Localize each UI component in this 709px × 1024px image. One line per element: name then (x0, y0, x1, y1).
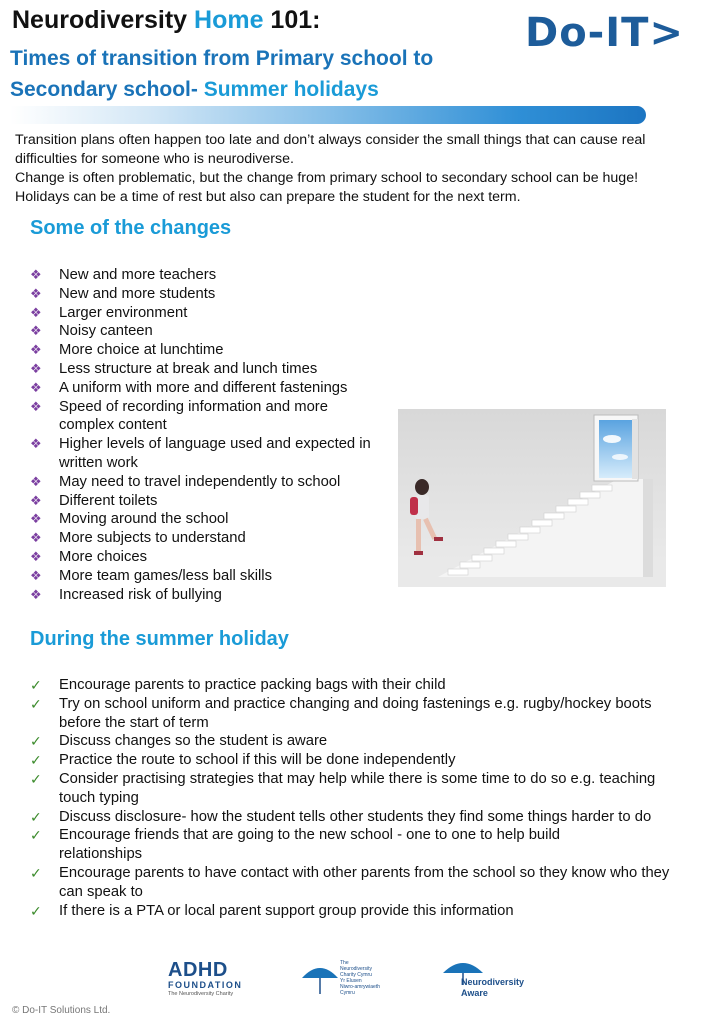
list-item (30, 473, 390, 492)
adhd-logo-subtext: FOUNDATION (168, 980, 243, 990)
list-item-text: Increased risk of bullying (59, 586, 222, 603)
list-item (30, 864, 679, 902)
cymru-text-line: Neurodiversity (340, 966, 372, 972)
diamond-bullet-icon: ❖ (30, 436, 42, 452)
staircase-illustration (398, 409, 666, 587)
subtitle-highlight: Summer holidays (203, 78, 379, 101)
diamond-bullet-icon: ❖ (30, 285, 42, 301)
list-item (30, 676, 680, 695)
list-item (30, 529, 390, 548)
aware-logo-text (461, 977, 524, 999)
do-it-logo: Do-IT> (525, 10, 684, 56)
intro-paragraph-1: Transition plans often happen too late and don’t always consider the small things that can cause real difficulties for someone who is neurodiverse. (15, 132, 646, 167)
changes-list (30, 266, 390, 604)
diamond-bullet-icon: ❖ (30, 323, 42, 339)
list-item (30, 322, 390, 341)
list-item (30, 808, 680, 827)
copyright-text: © Do-IT Solutions Ltd. (12, 1005, 111, 1016)
list-item-text: Practice the route to school if this will be done independently (59, 752, 456, 769)
subtitle-line-2-text: Secondary school- (10, 78, 204, 101)
list-item-text: More choice at lunchtime (59, 342, 224, 359)
list-item-text: If there is a PTA or local parent support group provide this information (59, 902, 514, 919)
list-item (30, 548, 390, 567)
list-item-text: Larger environment (59, 304, 188, 321)
changes-heading: Some of the changes (30, 217, 232, 239)
umbrella-icon (300, 958, 340, 998)
checkmark-icon: ✓ (30, 770, 42, 787)
subtitle-line-1: Times of transition from Primary school to (10, 47, 434, 70)
list-item-text: Encourage parents to have contact with other parents from the school so they know who they can speak to (59, 864, 670, 900)
list-item-text: More choices (59, 548, 147, 565)
cymru-text-line: Cymru (340, 990, 355, 996)
diamond-bullet-icon: ❖ (30, 511, 42, 527)
list-item-text: Less structure at break and lunch times (59, 360, 318, 377)
list-item-text: May need to travel independently to school (59, 473, 341, 490)
diamond-bullet-icon: ❖ (30, 379, 42, 395)
checkmark-icon: ✓ (30, 902, 42, 919)
checkmark-icon: ✓ (30, 808, 42, 825)
list-item-text: Discuss disclosure- how the student tells other students they find some things harder to do (59, 808, 652, 825)
list-item-text: More team games/less ball skills (59, 567, 272, 584)
list-item-text: New and more students (59, 285, 216, 302)
page-subtitle (10, 43, 433, 105)
title-suffix: 101: (263, 6, 321, 34)
diamond-bullet-icon: ❖ (30, 473, 42, 489)
list-item-text: New and more teachers (59, 267, 217, 283)
cymru-logo-text (340, 960, 400, 996)
header-divider-bar (10, 106, 646, 124)
list-item-text: Higher levels of language used and expected in written work (59, 436, 371, 471)
diamond-bullet-icon: ❖ (30, 304, 42, 320)
title-highlight: Home (194, 6, 264, 34)
list-item (30, 567, 390, 586)
list-item (30, 826, 644, 864)
checkmark-icon: ✓ (30, 752, 42, 769)
page-title (12, 6, 320, 35)
list-item (30, 510, 390, 529)
list-item (30, 695, 680, 733)
list-item-text: Moving around the school (59, 511, 229, 528)
diamond-bullet-icon: ❖ (30, 360, 42, 376)
list-item (30, 379, 390, 398)
list-item-text: Consider practising strategies that may help while there is some time to do so e.g. teaching touch typing (59, 770, 656, 806)
list-item (30, 285, 390, 304)
holiday-list (30, 676, 680, 920)
adhd-logo-tagline: The Neurodiversity Charity (168, 991, 234, 997)
neurodiversity-aware-logo (441, 955, 525, 998)
cymru-text-line: Niwro-amrywiaeth (340, 984, 381, 990)
cymru-text-line: Charity Cymru (340, 972, 372, 978)
list-item-text: Noisy canteen (59, 323, 153, 340)
aware-text-line: Aware (461, 988, 488, 998)
intro-paragraph-2: Change is often problematic, but the change from primary school to secondary school can be huge! Holidays can be a time of rest but also can prepare the student for the next term. (15, 170, 639, 205)
list-item (30, 586, 390, 605)
diamond-bullet-icon: ❖ (30, 548, 42, 564)
adhd-logo-text: ADHD (168, 959, 228, 981)
neurodiversity-charity-cymru-logo (300, 958, 381, 1003)
title-text: Neurodiversity (12, 6, 195, 34)
diamond-bullet-icon: ❖ (30, 342, 42, 358)
list-item (30, 435, 389, 473)
subtitle-line-2 (10, 74, 433, 105)
list-item (30, 902, 680, 921)
cymru-text-line: Yr Elusen (340, 978, 362, 984)
checkmark-icon: ✓ (30, 677, 42, 693)
diamond-bullet-icon: ❖ (30, 586, 42, 602)
diamond-bullet-icon: ❖ (30, 398, 42, 414)
list-item (30, 304, 390, 323)
list-item (30, 492, 390, 511)
checkmark-icon: ✓ (30, 733, 42, 750)
list-item (30, 770, 664, 808)
list-item (30, 341, 390, 360)
intro-text (15, 131, 685, 207)
adhd-foundation-logo (168, 960, 242, 998)
checkmark-icon: ✓ (30, 827, 42, 844)
list-item-text: Encourage parents to practice packing bags with their child (59, 677, 446, 693)
list-item-text: More subjects to understand (59, 530, 246, 547)
diamond-bullet-icon: ❖ (30, 530, 42, 546)
diamond-bullet-icon: ❖ (30, 567, 42, 583)
list-item (30, 266, 390, 285)
list-item-text: Discuss changes so the student is aware (59, 733, 328, 750)
diamond-bullet-icon: ❖ (30, 492, 42, 508)
list-item (30, 751, 680, 770)
list-item (30, 732, 680, 751)
aware-text-line: Neurodiversity (461, 977, 525, 987)
checkmark-icon: ✓ (30, 695, 42, 712)
list-item-text: Speed of recording information and more complex content (59, 398, 328, 434)
list-item-text: A uniform with more and different fastenings (59, 379, 348, 396)
diamond-bullet-icon: ❖ (30, 267, 42, 282)
checkmark-icon: ✓ (30, 864, 42, 881)
holiday-heading: During the summer holiday (30, 628, 289, 650)
list-item (30, 398, 359, 436)
list-item (30, 360, 390, 379)
cymru-text-line: The (340, 960, 349, 966)
list-item-text: Different toilets (59, 492, 158, 509)
list-item-text: Encourage friends that are going to the new school - one to one to help build relationships (59, 827, 560, 863)
list-item-text: Try on school uniform and practice changing and doing fastenings e.g. rugby/hockey boots before the start of term (59, 695, 652, 731)
